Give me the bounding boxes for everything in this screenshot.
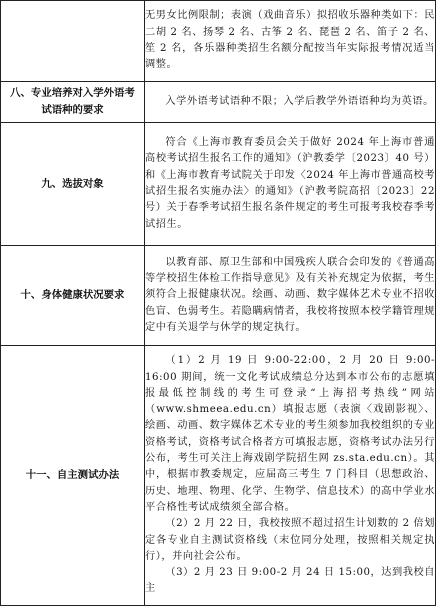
table-row bbox=[1, 82, 436, 123]
row-content bbox=[145, 346, 436, 606]
row-heading: 十一、自主测试办法 bbox=[1, 346, 145, 606]
content-paragraph: （2）2 月 22 日，我校按照不超过招生计划数的 2 倍划定各专业自主测试资格线（末位同分处理，按照相关规定执行），并向社会公布。 bbox=[145, 518, 435, 562]
row-heading: 九、选拔对象 bbox=[1, 123, 145, 246]
content-paragraph: （3）2 月 23 日 9:00-2 月 24 日 15:00，达到我校自主 bbox=[145, 567, 435, 595]
row-heading: 八、专业培养对入学外语考试语种的要求 bbox=[1, 82, 145, 123]
content-paragraph: 无男女比例限制；表演（戏曲音乐）拟招收乐器种类如下：民二胡 2 名、扬琴 2 名、古筝 2 名、琵琶 2 名、笛子 2 名、笙 2 名，各乐器种类招生名额分配按当年实际报考情况适当调整。 bbox=[145, 10, 435, 71]
content-paragraph: （1）2 月 19 日 9:00-22:00，2 月 20 日 9:00-16:00 期间，统一文化考试成绩总分达到本市公布的志愿填报最低控制线的考生可登录“上海招考热线”网站（www.shmeea.edu.cn）填报志愿（表演〈戏剧影视〉、绘画、动画、数字媒体艺术专业的考生须参加我校组织的专业资格考试，资格考试合格者方可填报志愿，资格考试办法另行公布，考生可关注上海戏剧学院招生网 zs.sta.edu.cn）。其中，根据市教委规定，应届高三考生 7 门科目（思想政治、历史、地理、物理、化学、生物学、信息技术）的高中学业水平合格性考试成绩须全部合格。 bbox=[145, 355, 435, 513]
row-content bbox=[145, 123, 436, 246]
row-content bbox=[145, 1, 436, 82]
content-paragraph: 符合《上海市教育委员会关于做好 2024 年上海市普通高校考试招生报名工作的通知》（沪教委学〔2023〕40 号）和《上海市教育考试院关于印发〈2024 年上海市普通高校考试招生报名实施办法〉的通知》（沪教考院高招〔2023〕22 号）关于春季考试招生报名条件规定的考生可报考我校春季考试招生。 bbox=[145, 137, 435, 230]
row-content bbox=[145, 82, 436, 123]
table-row bbox=[1, 1, 436, 82]
content-paragraph: 以教育部、原卫生部和中国残疾人联合会印发的《普通高等学校招生体检工作指导意见》及有关补充规定为依据，考生须符合上报健康状况。绘画、动画、数字媒体艺术专业不招收色盲、色弱考生。若隐瞒病情者，我校将按照本校学籍管理规定中有关退学与休学的规定执行。 bbox=[145, 256, 435, 333]
table-row bbox=[1, 346, 436, 606]
table-row bbox=[1, 246, 436, 346]
row-heading: 十、身体健康状况要求 bbox=[1, 246, 145, 346]
row-heading bbox=[1, 1, 145, 82]
table-row bbox=[1, 123, 436, 246]
content-paragraph: 入学外语考试语种不限；入学后教学外语语种均为英语。 bbox=[165, 95, 434, 107]
row-content bbox=[145, 246, 436, 346]
